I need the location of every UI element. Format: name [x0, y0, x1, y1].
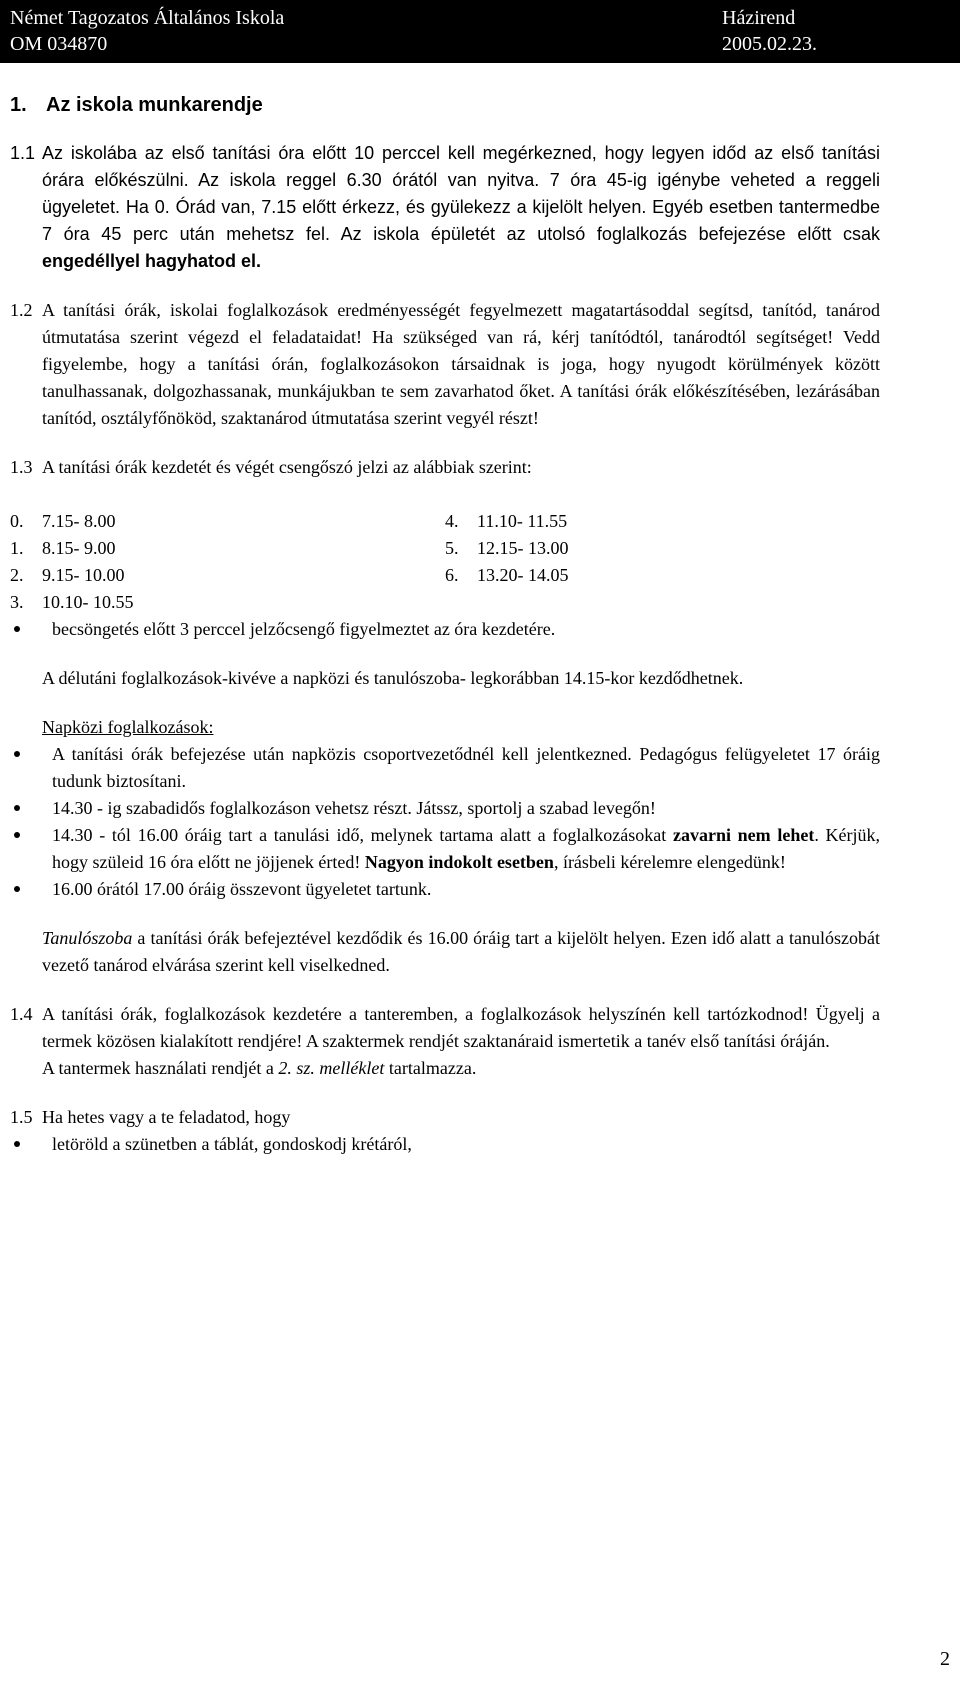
list-item-text: A tanítási órák befejezése után napközis csoportvezetődnél kell jelentkezned. Pedagógus felügyeletet 17 óráig tudunk biztosítani. [52, 744, 880, 791]
section-number: 1. [10, 94, 27, 116]
list-item: 14.30 - tól 16.00 óráig tart a tanulási idő, melynek tartama alatt a foglalkozásokat zavarni nem lehet. Kérjük, hogy szüleid 16 óra előtt ne jöjjenek érted! Nagyon indokolt esetben, írásbeli kérelemre elengedünk! [10, 822, 880, 876]
schedule-row: 1. 8.15- 9.00 [10, 538, 116, 558]
paragraph-1-5 [10, 1104, 880, 1131]
bullet-icon [10, 741, 52, 795]
list-item-text: becsöngetés előtt 3 perccel jelzőcsengő figyelmeztet az óra kezdetére. [52, 619, 556, 639]
bullet-icon [10, 616, 52, 643]
napkozi-heading: Napközi foglalkozások: [42, 717, 214, 737]
schedule-row: 6. 13.20- 14.05 [445, 565, 569, 585]
bell-schedule [10, 508, 880, 616]
schedule-row: 4. 11.10- 11.55 [445, 511, 568, 531]
schedule-row: 5. 12.15- 13.00 [445, 538, 569, 558]
bullet-icon [10, 822, 52, 876]
italic-text: Tanulószoba [42, 928, 133, 948]
paragraph-number: 1.3 [10, 457, 33, 477]
italic-text: 2. sz. melléklet [278, 1058, 385, 1078]
header-right [722, 5, 817, 57]
school-name: Német Tagozatos Általános Iskola [10, 7, 285, 29]
bold-text: zavarni nem lehet [672, 825, 815, 845]
list-item-text: 16.00 órától 17.00 óráig összevont ügyeletet tartunk. [52, 879, 432, 899]
schedule-right-column [445, 508, 880, 616]
paragraph-text: Az iskolába az első tanítási óra előtt 10 perccel kell megérkezned, hogy legyen időd az első tanítási órára előkészülni. Az iskola reggel 6.30 órától van nyitva. 7 óra 45-ig igénybe veheted a reggeli ügyeletet. Ha 0. Órád van, 7.15 előtt érkezz, és gyülekezz a kijelölt helyen. Egyéb esetben tantermedbe 7 óra 45 perc után mehetsz fel. Az iskola épületét az utolsó foglalkozás befejezése előtt csak [42, 143, 880, 244]
bullet-icon [10, 876, 52, 903]
document-body [10, 92, 880, 1158]
paragraph-1-1 [10, 140, 880, 275]
paragraph-number: 1.2 [10, 300, 33, 320]
tanuloszoba-paragraph: Tanulószoba a tanítási órák befejeztével kezdődik és 16.00 óráig tart a kijelölt helyen. Ezen idő alatt a tanulószobát vezető tanárod elvárása szerint kell viselkedned. [42, 928, 880, 975]
bold-text: Nagyon indokolt esetben [364, 852, 554, 872]
schedule-row: 2. 9.15- 10.00 [10, 565, 125, 585]
schedule-row: 0. 7.15- 8.00 [10, 511, 116, 531]
paragraph-number: 1.5 [10, 1107, 33, 1127]
bullet-icon [10, 795, 52, 822]
list-item [10, 741, 880, 795]
header-left [10, 5, 284, 57]
page-header [0, 0, 960, 63]
list-item [10, 616, 880, 643]
paragraph-text: A tanítási órák, foglalkozások kezdetére a tanteremben, a foglalkozások helyszínén kell tartózkodnod! Ügyelj a termek közösen kialakított rendjére! A szaktermek rendjét szaktanáraid ismertetik a tanév első tanítási óráján. [42, 1004, 880, 1051]
om-number: OM 034870 [10, 33, 108, 55]
section-heading [10, 92, 880, 118]
paragraph-1-3 [10, 454, 880, 481]
document-date: 2005.02.23. [722, 33, 817, 55]
list-item-text: 14.30 - ig szabadidős foglalkozáson vehetsz részt. Játssz, sportolj a szabad levegőn! [52, 798, 656, 818]
page-number: 2 [940, 1648, 950, 1670]
paragraph-text: A tanítási órák, iskolai foglalkozások eredményességét fegyelmezett magatartásoddal segítsd, tanítód, tanárod útmutatása szerint végezd el feladataidat! Ha szükséged van rá, kérj tanítódtól, tanárodtól segítséget! Vedd figyelembe, hogy a tanítási órán, foglalkozásokon társaidnak is joga, hogy nyugodt körülmények között tanulhassanak, dolgozhassanak, munkájukban te sem zavarhatod őket. A tanítási órák előkészítésében, lezárásában tanítód, osztályfőnököd, szaktanárod útmutatása szerint vegyél részt! [42, 300, 880, 428]
document-title: Házirend [722, 7, 796, 29]
list-item [10, 876, 880, 903]
section-title: Az iskola munkarendje [46, 94, 263, 116]
bullet-icon [10, 1131, 52, 1158]
paragraph-1-2 [10, 297, 880, 432]
paragraph-number: 1.1 [10, 143, 36, 163]
schedule-row: 3. 10.10- 10.55 [10, 592, 134, 612]
paragraph-text: Ha hetes vagy a te feladatod, hogy [42, 1107, 291, 1127]
paragraph-text: A tanítási órák kezdetét és végét csengőszó jelzi az alábbiak szerint: [42, 457, 532, 477]
afternoon-note: A délutáni foglalkozások-kivéve a napközi és tanulószoba- legkorábban 14.15-kor kezdődhetnek. [42, 668, 744, 688]
list-item [10, 795, 880, 822]
schedule-left-column [10, 508, 445, 616]
bold-text: engedéllyel hagyhatod el. [42, 251, 262, 271]
paragraph-1-4: 1.4 A tanítási órák, foglalkozások kezdetére a tanteremben, a foglalkozások helyszínén kell tartózkodnod! Ügyelj a termek közösen kialakított rendjére! A szaktermek rendjét szaktanáraid ismertetik a tanév első tanítási óráján. A tantermek használati rendjét a 2. sz. melléklet tartalmazza. [10, 1001, 880, 1082]
list-item [10, 1131, 880, 1158]
list-item-text: letöröld a szünetben a táblát, gondoskodj krétáról, [52, 1134, 412, 1154]
paragraph-number: 1.4 [10, 1004, 33, 1024]
